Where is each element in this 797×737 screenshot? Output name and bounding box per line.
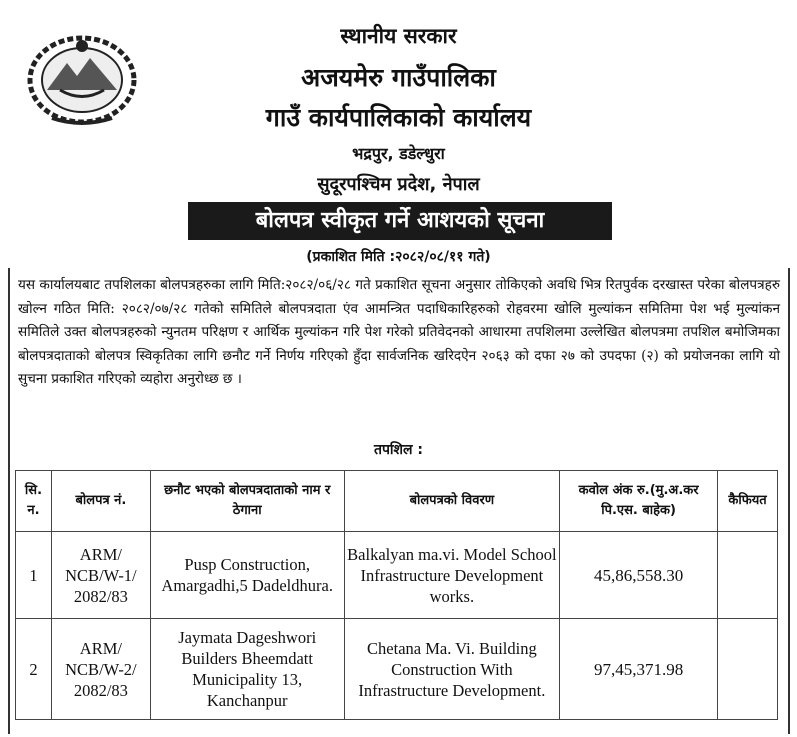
header-municipality-name: अजयमेरु गाउँपालिका <box>301 63 496 92</box>
header-address: भद्रपुर, डडेल्धुरा <box>352 144 445 163</box>
cell-description: Chetana Ma. Vi. Building Construction With Infrastructure Development. <box>344 619 560 720</box>
notice-title: बोलपत्र स्वीकृत गर्ने आशयको सूचना <box>188 202 612 240</box>
cell-bid-number: ARM/ NCB/W-2/ 2082/83 <box>51 619 150 720</box>
cell-bid-number: ARM/ NCB/W-1/ 2082/83 <box>51 532 150 619</box>
bid-table <box>15 470 778 720</box>
cell-bidder: Jaymata Dageshwori Builders Bheemdatt Municipality 13, Kanchanpur <box>150 619 344 720</box>
notice-body: यस कार्यालयबाट तपशिलका बोलपत्रहरुका लागि मिति:२०८२/०६/२८ गते प्रकाशित सूचना अनुसार तोकिएको अवधि भित्र रितपुर्वक दरखास्त परेका बोलपत्रहरु खोल्न गठित मिति: २०८२/०७/२८ गतेको समितिले बोलपत्रदाता एंव आमन्त्रित पदाधिकारिहरुको रोहवरमा खोलि मुल्यांकन समितिमा पेश भई मुल्यांकन समितिले उक्त बोलपत्रहरुको न्युनतम परिक्षण र आर्थिक मुल्यांकन गरि पेश गरेको प्रतिवेदनको आधारमा तपशिलमा उल्लेखित बोलपत्रमा तपशिल बमोजिमका बोलपत्रदाताको बोलपत्र स्विकृतिका लागि छनौट गर्ने निर्णय गरिएको हुँदा सार्वजनिक खरिदऐन २०६३ को दफा २७ को उपदफा (२) को प्रयोजनका लागि यो सुचना प्रकाशित गरिएको व्यहोरा अनुरोध्छ छ । <box>18 277 780 387</box>
col-remarks: कैफियत <box>718 471 778 532</box>
cell-amount: 45,86,558.30 <box>560 532 718 619</box>
cell-serial: 1 <box>16 532 52 619</box>
header-province: सुदूरपश्चिम प्रदेश, नेपाल <box>317 174 480 195</box>
cell-serial: 2 <box>16 619 52 720</box>
table-row <box>16 532 778 619</box>
col-bidder: छनौट भएको बोलपत्रदाताको नाम र ठेगाना <box>150 471 344 532</box>
table-heading: तपशिल : <box>373 442 424 458</box>
col-description: बोलपत्रको विवरण <box>344 471 560 532</box>
table-header-row <box>16 471 778 532</box>
published-date: (प्रकाशित मिति :२०८२/०८/११ गते) <box>306 249 491 265</box>
header-office-name: गाउँ कार्यपालिकाको कार्यालय <box>265 103 532 132</box>
col-bid-number: बोलपत्र नं. <box>51 471 150 532</box>
col-amount: कवोल अंक रु.(मु.अ.कर पि.एस. बाहेक) <box>560 471 718 532</box>
cell-remarks <box>718 619 778 720</box>
cell-remarks <box>718 532 778 619</box>
cell-amount: 97,45,371.98 <box>560 619 718 720</box>
cell-description: Balkalyan ma.vi. Model School Infrastructure Development works. <box>344 532 560 619</box>
table-row <box>16 619 778 720</box>
header-line-local-government: स्थानीय सरकार <box>340 24 457 48</box>
col-serial: सि. न. <box>16 471 52 532</box>
cell-bidder: Pusp Construction, Amargadhi,5 Dadeldhura. <box>150 532 344 619</box>
